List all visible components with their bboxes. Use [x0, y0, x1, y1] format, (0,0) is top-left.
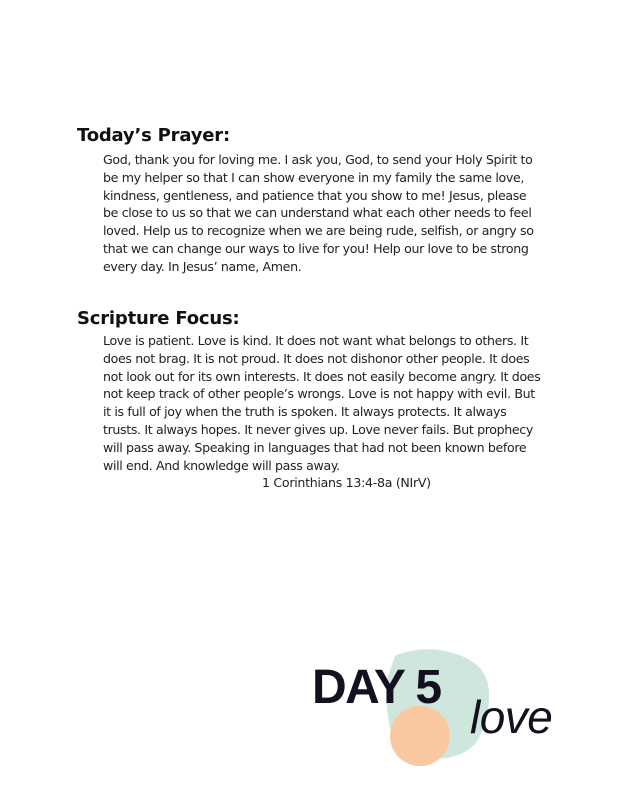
- scripture-text: Love is patient. Love is kind. It does not want what belongs to others. It does not brag. It is not proud. It does not dishonor other people. It does not look out for its own interests. It does not easily become angry. It does not keep track of other people’s wrongs. Love is not happy with evil. But it is full of joy when the truth is spoken. It always protects. It always trusts. It always hopes. It never gives up. Love never fails. But prophecy will pass away. Speaking in languages that had not been known before will end. And knowledge will pass away.: [103, 333, 541, 473]
- prayer-heading: Today’s Prayer:: [77, 125, 230, 146]
- day-number-label: DAY 5: [312, 661, 441, 714]
- scripture-heading: Scripture Focus:: [77, 308, 240, 329]
- day-theme-label: love: [470, 691, 553, 743]
- peach-circle-shape: [390, 706, 450, 766]
- scripture-citation: 1 Corinthians 13:4-8a (NIrV): [262, 475, 431, 490]
- day-badge: [300, 640, 600, 790]
- prayer-text: God, thank you for loving me. I ask you, God, to send your Holy Spirit to be my helper so that I can show everyone in my family the same love, kindness, gentleness, and patience that you show to me! Jesus, please be close to us so that we can understand what each other needs to feel loved. Help us to recognize when we are being rude, selfish, or angry so that we can change our ways to live for you! Help our love to be strong every day. In Jesus’ name, Amen.: [103, 152, 534, 274]
